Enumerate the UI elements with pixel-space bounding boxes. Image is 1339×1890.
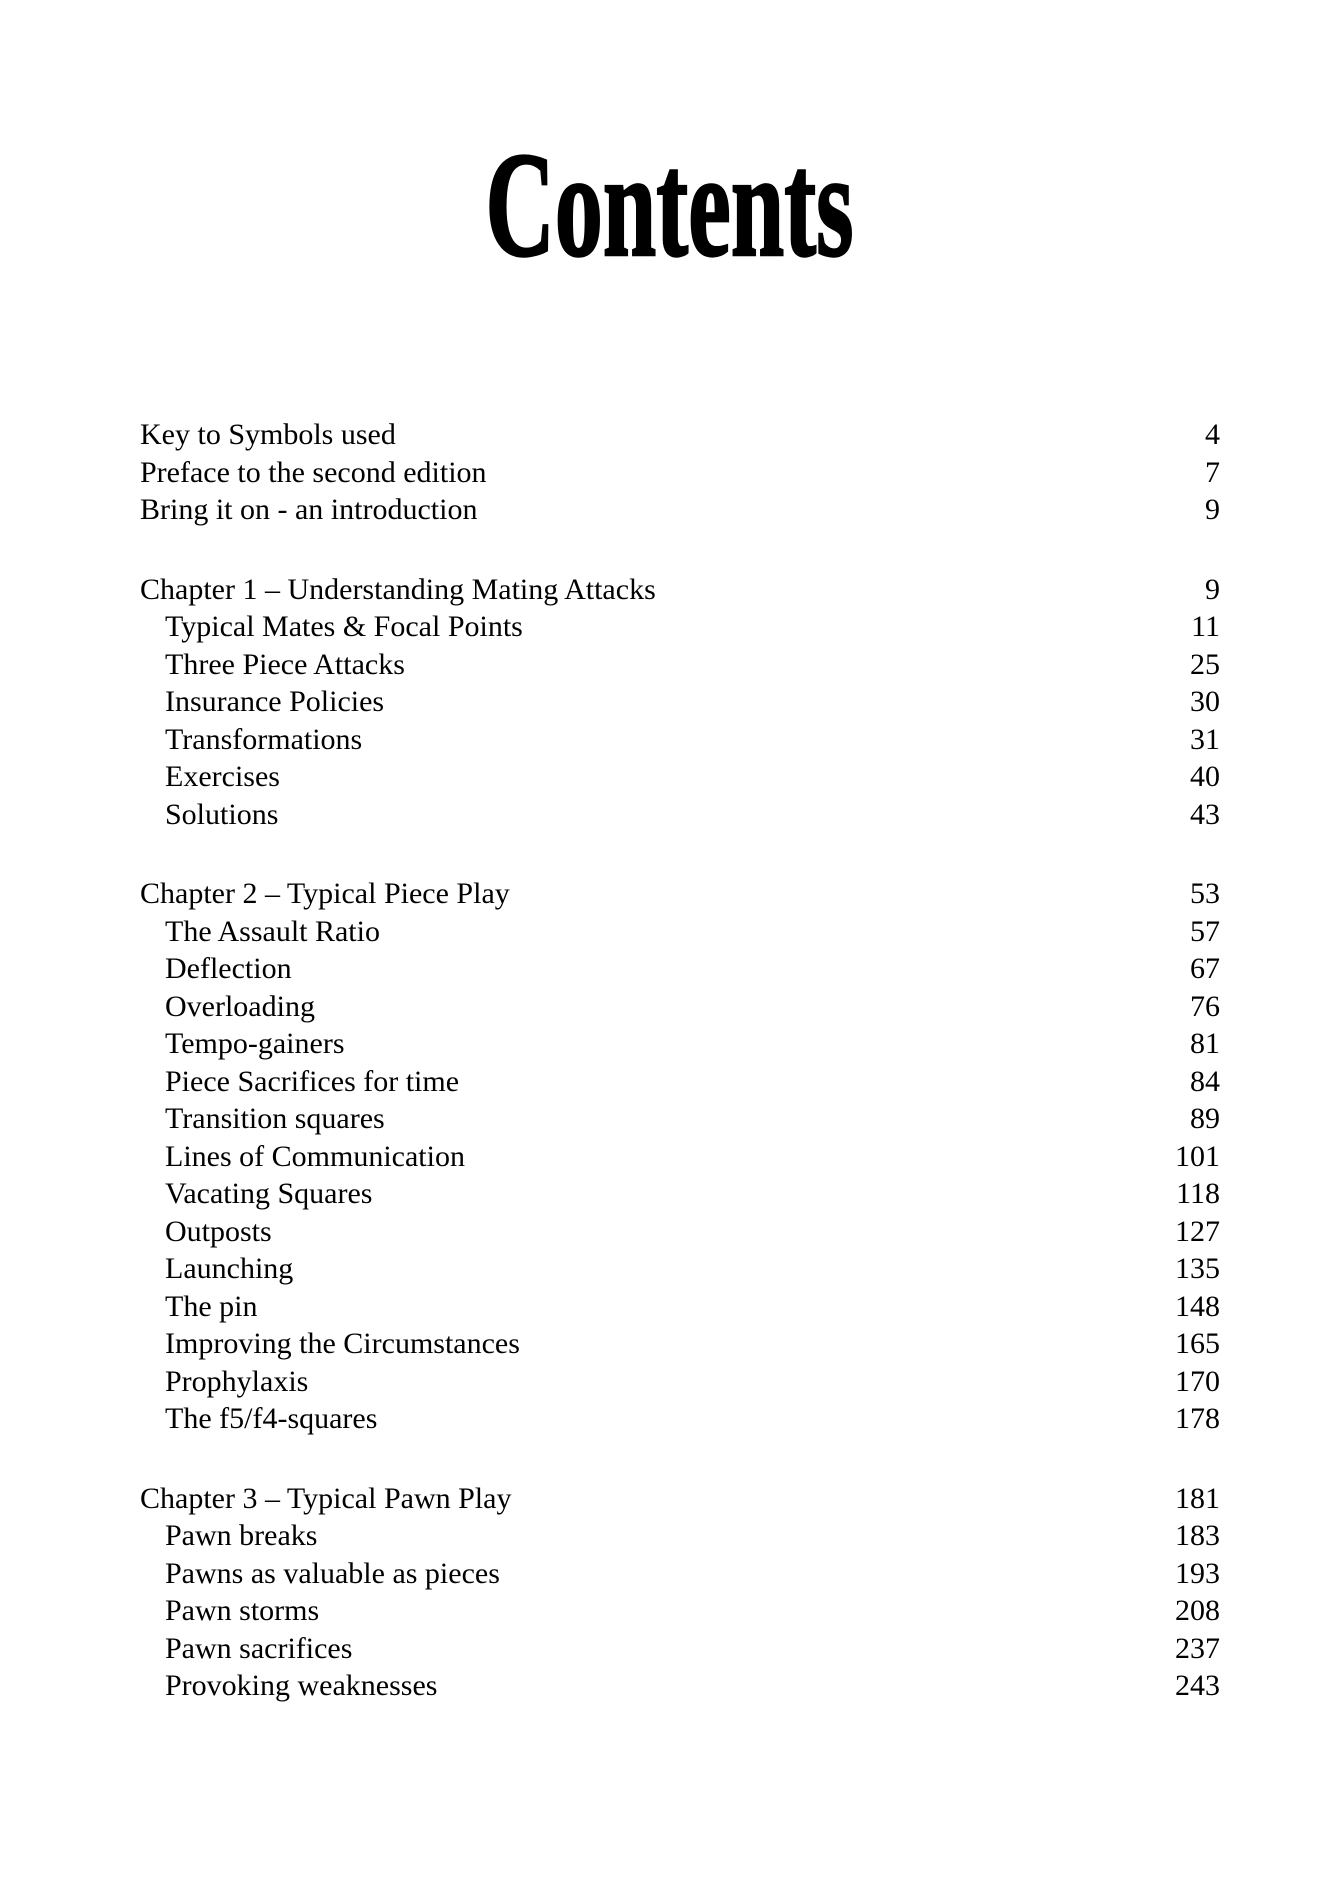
toc-chapter-entry — [140, 875, 1220, 913]
toc-section-entry — [140, 1325, 1220, 1363]
toc-section-page: 243 — [1175, 1669, 1220, 1702]
chapter-1-group — [140, 571, 1220, 834]
toc-section-entry — [140, 1592, 1220, 1630]
toc-section-label: Provoking weaknesses — [165, 1669, 438, 1702]
toc-section-page: 193 — [1175, 1556, 1220, 1590]
toc-section-label: Prophylaxis — [165, 1364, 309, 1398]
toc-section-entry — [140, 1667, 1220, 1705]
toc-section-entry — [140, 1288, 1220, 1326]
toc-section-entry — [140, 1138, 1220, 1176]
toc-section-label: Insurance Policies — [165, 685, 385, 718]
toc-section-entry — [140, 1517, 1220, 1555]
toc-section-page: 30 — [1190, 685, 1220, 718]
toc-section-page: 170 — [1175, 1364, 1220, 1398]
toc-section-entry — [140, 796, 1220, 834]
toc-section-entry — [140, 1063, 1220, 1101]
toc-section-page: 76 — [1190, 989, 1220, 1023]
page-title: Contents — [485, 122, 854, 288]
toc-section-label: Lines of Communication — [165, 1139, 465, 1173]
toc-chapter-title: Chapter 1 – Understanding Mating Attacks — [140, 572, 656, 606]
toc-section-page: 43 — [1190, 797, 1220, 831]
toc-section-page: 135 — [1175, 1252, 1220, 1285]
toc-section-page: 25 — [1190, 647, 1220, 681]
toc-section-entry — [140, 721, 1220, 759]
toc-section-label: Solutions — [165, 797, 279, 831]
toc-chapter-entry — [140, 571, 1220, 609]
toc-section-label: Transition squares — [165, 1102, 385, 1135]
toc-section-label: Pawn breaks — [165, 1519, 318, 1552]
toc-section-page: 40 — [1190, 760, 1220, 793]
toc-section-label: The Assault Ratio — [165, 914, 380, 948]
toc-section-page: 31 — [1190, 722, 1220, 756]
toc-entry — [140, 454, 1220, 492]
toc-section-entry — [140, 1630, 1220, 1668]
toc-entry-page: 4 — [1205, 418, 1220, 451]
toc-section-page: 183 — [1175, 1519, 1220, 1552]
toc-section-label: Vacating Squares — [165, 1177, 373, 1210]
toc-section-label: Outposts — [165, 1214, 272, 1248]
toc-section-label: Pawn storms — [165, 1594, 320, 1627]
toc-section-label: The f5/f4-squares — [165, 1402, 378, 1435]
toc-section-entry — [140, 1100, 1220, 1138]
chapter-3-group — [140, 1480, 1220, 1705]
toc-entry-page: 9 — [1205, 493, 1220, 526]
toc-section-label: Pawns as valuable as pieces — [165, 1556, 500, 1590]
toc-section-entry — [140, 1363, 1220, 1401]
toc-section-page: 84 — [1190, 1064, 1220, 1098]
toc-section-page: 101 — [1175, 1139, 1220, 1173]
toc-section-page: 178 — [1175, 1402, 1220, 1435]
toc-section-label: Three Piece Attacks — [165, 647, 405, 681]
toc-section-entry — [140, 950, 1220, 988]
toc-entry — [140, 416, 1220, 454]
front-matter-group — [140, 416, 1220, 529]
toc-section-entry — [140, 1175, 1220, 1213]
toc-section-entry — [140, 988, 1220, 1026]
toc-section-label: Typical Mates & Focal Points — [165, 610, 523, 643]
toc-section-label: The pin — [165, 1289, 258, 1323]
toc-section-page: 81 — [1190, 1027, 1220, 1060]
toc-section-entry — [140, 1213, 1220, 1251]
chapter-2-group — [140, 875, 1220, 1438]
toc-section-label: Deflection — [165, 952, 292, 985]
toc-section-page: 11 — [1191, 610, 1220, 643]
toc-section-entry — [140, 758, 1220, 796]
toc-entry — [140, 491, 1220, 529]
toc-section-label: Transformations — [165, 722, 363, 756]
toc-chapter-entry — [140, 1480, 1220, 1518]
toc-section-label: Piece Sacrifices for time — [165, 1064, 460, 1098]
toc-section-entry — [140, 1400, 1220, 1438]
toc-entry-page: 7 — [1205, 455, 1220, 489]
toc-section-page: 118 — [1176, 1177, 1220, 1210]
toc-section-page: 208 — [1175, 1594, 1220, 1627]
toc-section-label: Pawn sacrifices — [165, 1631, 353, 1665]
toc-section-page: 67 — [1190, 952, 1220, 985]
toc-section-page: 57 — [1190, 914, 1220, 948]
toc-section-page: 89 — [1190, 1102, 1220, 1135]
toc-entry-label: Key to Symbols used — [140, 418, 396, 451]
toc-section-label: Tempo-gainers — [165, 1027, 345, 1060]
toc-section-entry — [140, 1555, 1220, 1593]
toc-section-page: 237 — [1175, 1631, 1220, 1665]
toc-section-entry — [140, 646, 1220, 684]
toc-section-page: 127 — [1175, 1214, 1220, 1248]
toc-section-label: Exercises — [165, 760, 280, 793]
toc-section-entry — [140, 913, 1220, 951]
toc-section-entry — [140, 1025, 1220, 1063]
toc-chapter-page: 9 — [1205, 572, 1220, 606]
toc-entry-label: Preface to the second edition — [140, 455, 487, 489]
toc-section-label: Launching — [165, 1252, 294, 1285]
toc-section-page: 165 — [1175, 1327, 1220, 1360]
toc-section-entry — [140, 608, 1220, 646]
toc-chapter-page: 53 — [1190, 877, 1220, 910]
toc-section-label: Improving the Circumstances — [165, 1327, 520, 1360]
toc-section-entry — [140, 1250, 1220, 1288]
table-of-contents — [140, 416, 1220, 1705]
toc-section-entry — [140, 683, 1220, 721]
toc-section-label: Overloading — [165, 989, 315, 1023]
toc-chapter-title: Chapter 2 – Typical Piece Play — [140, 877, 510, 910]
toc-chapter-title: Chapter 3 – Typical Pawn Play — [140, 1481, 512, 1515]
toc-section-page: 148 — [1175, 1289, 1220, 1323]
toc-entry-label: Bring it on - an introduction — [140, 493, 478, 526]
toc-chapter-page: 181 — [1175, 1481, 1220, 1515]
